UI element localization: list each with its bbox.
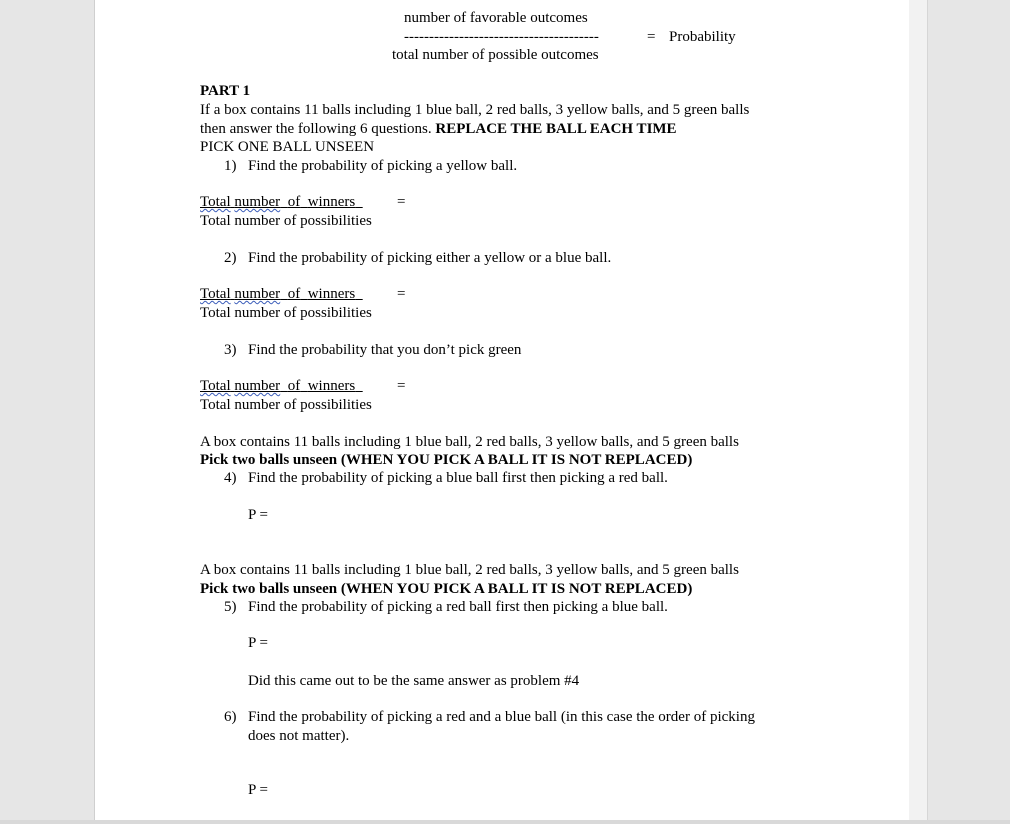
pick-two-instruction-1: Pick two balls unseen (WHEN YOU PICK A BALL IT IS NOT REPLACED) [200,452,693,468]
fraction-denominator-3: Total number of possibilities [200,397,372,413]
answer-label-5: P = [248,635,268,651]
fraction-denominator-1: Total number of possibilities [200,213,372,229]
question-5 [224,598,668,616]
part1-intro-text: then answer the following 6 questions. [200,121,432,137]
question-text: Find the probability of picking a yellow ball. [248,158,518,174]
question-4 [224,469,668,487]
part1-intro-line2 [200,120,677,138]
question-number: 1) [224,158,237,174]
question-text: Find the probability that you don’t pick green [248,342,522,358]
scrollbar-gutter[interactable] [909,0,928,820]
fraction-numerator-3: Total number of winners [200,378,356,394]
question-number: 5) [224,599,237,615]
replace-instruction: REPLACE THE BALL EACH TIME [435,121,677,137]
formula-denominator: total number of possible outcomes [392,47,599,63]
document-page [94,0,910,820]
question-text: Find the probability of picking either a yellow or a blue ball. [248,250,612,266]
question-2 [224,249,611,267]
fraction-equals-3: = [397,378,406,394]
fraction-equals-2: = [397,286,406,302]
question-6 [224,708,755,726]
answer-label-4: P = [248,507,268,523]
question-text: Find the probability of picking a red ball first then picking a blue ball. [248,599,668,615]
part1-heading: PART 1 [200,83,251,99]
fraction-equals-1: = [397,194,406,210]
question-3 [224,341,521,359]
bottom-edge [0,820,1010,824]
answer-label-6: P = [248,782,268,798]
box-description-1: A box contains 11 balls including 1 blue ball, 2 red balls, 3 yellow balls, and 5 green balls [200,434,739,450]
box-description-2: A box contains 11 balls including 1 blue ball, 2 red balls, 3 yellow balls, and 5 green balls [200,562,739,578]
fraction-numerator-2: Total number of winners [200,286,356,302]
pick-two-instruction-2: Pick two balls unseen (WHEN YOU PICK A BALL IT IS NOT REPLACED) [200,581,693,597]
formula-result: Probability [669,29,736,45]
question-text: Find the probability of picking a red and a blue ball (in this case the order of picking [248,709,755,725]
formula-numerator: number of favorable outcomes [404,10,588,26]
formula-equals: = [647,29,656,45]
pick-one-instruction: PICK ONE BALL UNSEEN [200,139,375,155]
formula-divider: --------------------------------------- [404,29,599,45]
question-1 [224,157,517,175]
fraction-numerator-1: Total number of winners [200,194,356,210]
question-text: Find the probability of picking a blue ball first then picking a red ball. [248,470,668,486]
question-6-continuation: does not matter). [248,728,350,744]
part1-intro-line1: If a box contains 11 balls including 1 blue ball, 2 red balls, 3 yellow balls, and 5 green balls [200,102,750,118]
question-number: 6) [224,709,237,725]
question-number: 3) [224,342,237,358]
question-number: 2) [224,250,237,266]
same-answer-question: Did this came out to be the same answer as problem #4 [248,673,580,689]
question-number: 4) [224,470,237,486]
fraction-denominator-2: Total number of possibilities [200,305,372,321]
